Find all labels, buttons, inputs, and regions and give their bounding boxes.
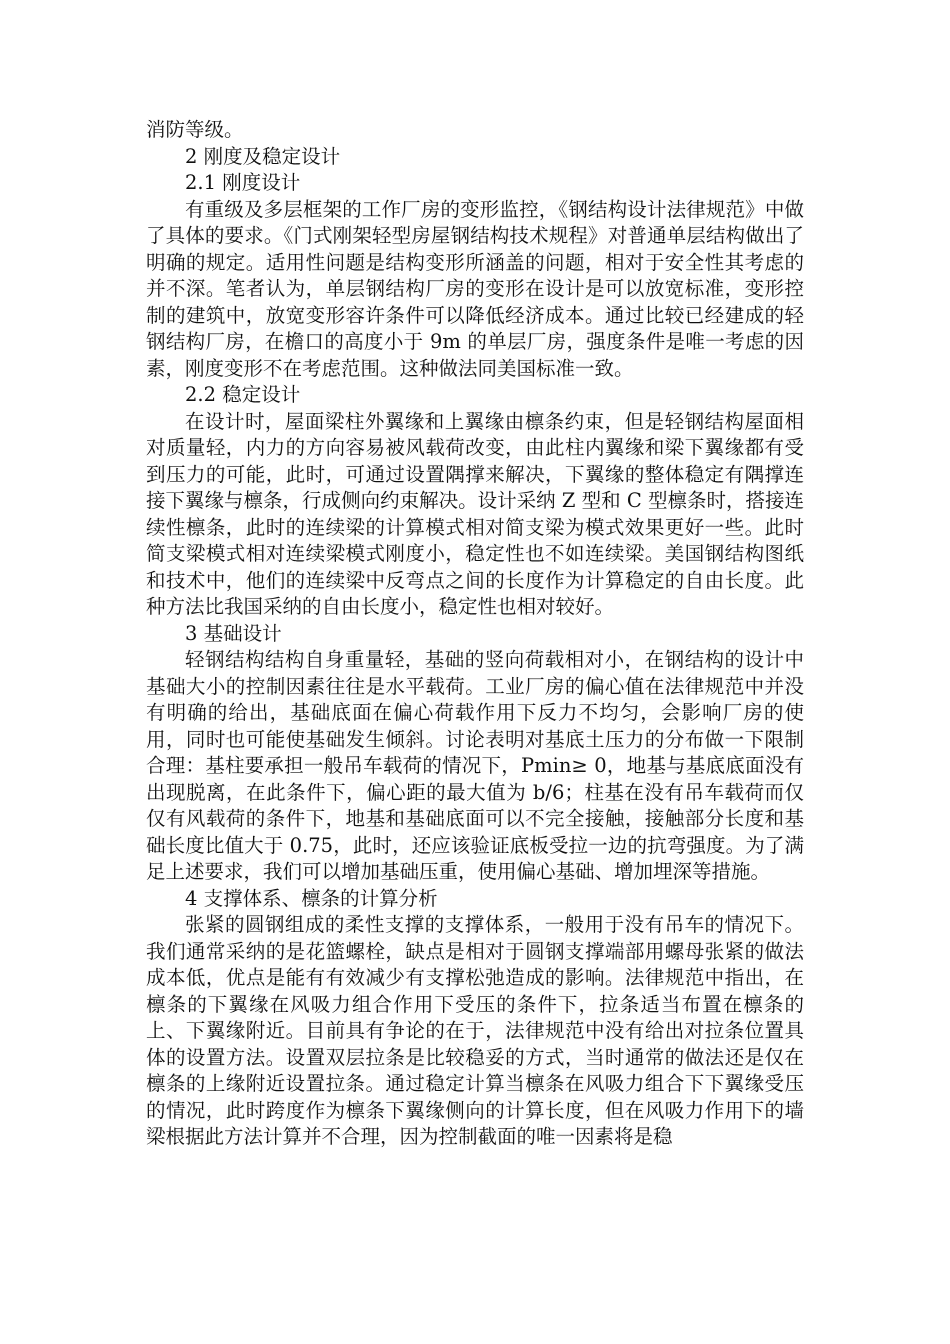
section-2-1-paragraph: 有重级及多层框架的工作厂房的变形监控，《钢结构设计法律规范》中做了具体的要求。《门式刚架轻型房屋钢结构技术规程》对普通单层结构做出了明确的规定。适用性问题是结构变形所涵盖的问题，相对于安全性其考虑的并不深。笔者认为，单层钢结构厂房的变形在设计是可以放宽标准，变形控制的建筑中，放宽变形容许条件可以降低经济成本。通过比较已经建成的轻钢结构厂房，在檐口的高度小于 9m 的单层厂房，强度条件是唯一考虑的因素，刚度变形不在考虑范围。这种做法同美国标准一致。 — [146, 197, 804, 380]
section-3-heading: 3 基础设计 — [185, 621, 282, 645]
section-2-2-heading: 2.2 稳定设计 — [185, 383, 301, 406]
intro-tail-paragraph: 消防等级。 — [146, 118, 244, 141]
section-2-heading: 2 刚度及稳定设计 — [185, 144, 341, 168]
section-3-paragraph: 轻钢结构结构自身重量轻，基础的竖向荷载相对小，在钢结构的设计中基础大小的控制因素往往是水平载荷。工业厂房的偏心值在法律规范中并没有明确的给出，基础底面在偏心荷载作用下反力不均匀，会影响厂房的使用，同时也可能使基础发生倾斜。讨论表明对基底土压力的分布做一下限制合理：基柱要承担一般吊车载荷的情况下，Pmin≥ 0，地基与基底底面没有出现脱离，在此条件下，偏心距的最大值为 b/6；柱基在没有吊车载荷而仅仅有风载荷的条件下，地基和基础底面可以不完全接触，接触部分长度和基础长度比值大于 0.75，此时，还应该验证底板受拉一边的抗弯强度。为了满足上述要求，我们可以增加基础压重，使用偏心基础、增加埋深等措施。 — [146, 648, 804, 883]
section-4-paragraph: 张紧的圆钢组成的柔性支撑的支撑体系，一般用于没有吊车的情况下。我们通常采纳的是花篮螺栓，缺点是相对于圆钢支撑端部用螺母张紧的做法成本低，优点是能有有效减少有支撑松弛造成的影响。法律规范中指出，在檩条的下翼缘在风吸力组合作用下受压的条件下，拉条适当布置在檩条的上、下翼缘附近。目前具有争论的在于，法律规范中没有给出对拉条位置具体的设置方法。设置双层拉条是比较稳妥的方式，当时通常的做法还是仅在檩条的上缘附近设置拉条。通过稳定计算当檩条在风吸力组合下下翼缘受压的情况，此时跨度作为檩条下翼缘侧向的计算长度，但在风吸力作用下的墙梁根据此方法计算并不合理，因为控制截面的唯一因素将是稳 — [146, 913, 804, 1148]
document-body — [146, 117, 804, 1151]
section-4-heading: 4 支撑体系、檩条的计算分析 — [185, 886, 438, 910]
section-2-1-heading: 2.1 刚度设计 — [185, 171, 301, 194]
section-2-2-paragraph: 在设计时，屋面梁柱外翼缘和上翼缘由檩条约束，但是轻钢结构屋面相对质量轻，内力的方向容易被风载荷改变，由此柱内翼缘和梁下翼缘都有受到压力的可能，此时，可通过设置隅撑来解决，下翼缘的整体稳定有隅撑连接下翼缘与檩条，行成侧向约束解决。设计采纳 Z 型和 C 型檩条时，搭接连续性檩条，此时的连续梁的计算模式相对简支梁为模式效果更好一些。此时简支梁模式相对连续梁模式刚度小，稳定性也不如连续梁。美国钢结构图纸和技术中，他们的连续梁中反弯点之间的长度作为计算稳定的自由长度。此种方法比我国采纳的自由长度小，稳定性也相对较好。 — [146, 409, 804, 618]
